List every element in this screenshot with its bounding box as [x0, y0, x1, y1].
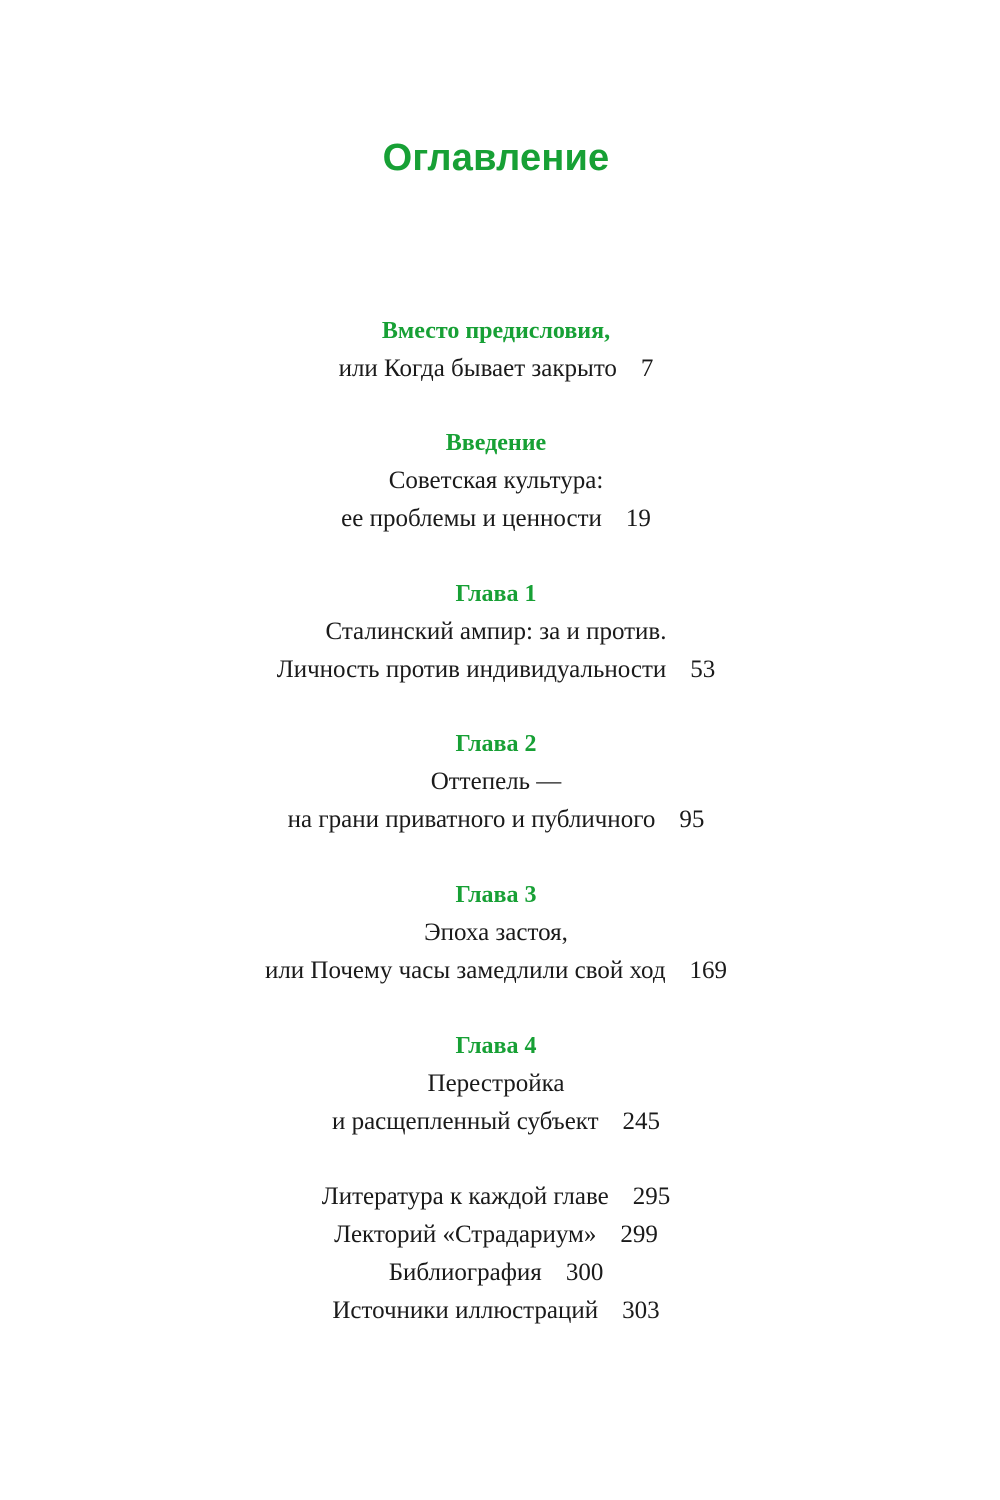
toc-section	[0, 725, 992, 839]
toc-entry[interactable]	[0, 1254, 992, 1292]
entry-title: ее проблемы и ценности	[341, 505, 602, 532]
toc-section	[0, 876, 992, 990]
page-number: 295	[632, 1183, 671, 1210]
toc-entry[interactable]	[0, 500, 992, 538]
section-heading: Глава 2	[455, 731, 537, 757]
page-number: 19	[625, 505, 651, 532]
entry-title: и расщепленный субъект	[331, 1108, 599, 1135]
section-heading: Глава 4	[455, 1033, 537, 1059]
page-number: 245	[622, 1108, 661, 1135]
entry-subtitle: Эпоха застоя,	[424, 919, 568, 946]
entry-title: Лекторий «Страдариум»	[334, 1221, 597, 1248]
toc-entry[interactable]	[0, 1292, 992, 1330]
page-number: 300	[565, 1259, 604, 1286]
section-heading: Введение	[445, 430, 547, 456]
page-title: Оглавление	[382, 137, 610, 179]
entry-title: Библиография	[388, 1259, 542, 1286]
page-number: 95	[679, 806, 705, 833]
toc-appendix	[0, 1178, 992, 1330]
toc-section	[0, 1027, 992, 1141]
toc-entry[interactable]	[0, 1178, 992, 1216]
toc-entry[interactable]	[0, 651, 992, 689]
page-number: 303	[622, 1297, 660, 1324]
entry-subtitle: Оттепель —	[430, 768, 562, 795]
page-number: 53	[690, 656, 716, 683]
toc-entry[interactable]	[0, 1216, 992, 1254]
entry-title: Литература к каждой главе	[321, 1183, 609, 1210]
entry-subtitle: Советская культура:	[388, 467, 604, 494]
page-number: 7	[640, 355, 654, 382]
entry-title: или Почему часы замедлили свой ход	[264, 957, 666, 984]
entry-subtitle: Перестройка	[427, 1070, 565, 1097]
toc-entry[interactable]	[0, 952, 992, 990]
toc-section	[0, 312, 992, 388]
section-heading: Вместо предисловия,	[381, 318, 611, 344]
entry-title: на грани приватного и публичного	[287, 806, 656, 833]
entry-title: Источники иллюстраций	[332, 1297, 599, 1324]
toc-entry[interactable]	[0, 1103, 992, 1141]
toc-entry[interactable]	[0, 801, 992, 839]
page-number: 299	[620, 1221, 658, 1248]
toc-entry[interactable]	[0, 350, 992, 388]
toc-section	[0, 424, 992, 538]
section-heading: Глава 1	[455, 581, 537, 607]
section-heading: Глава 3	[455, 882, 537, 908]
page-number: 169	[689, 957, 728, 984]
entry-subtitle: Сталинский ампир: за и против.	[325, 618, 667, 645]
entry-title: или Когда бывает закрыто	[338, 355, 617, 382]
toc-section	[0, 575, 992, 689]
entry-title: Личность против индивидуальности	[276, 656, 667, 683]
